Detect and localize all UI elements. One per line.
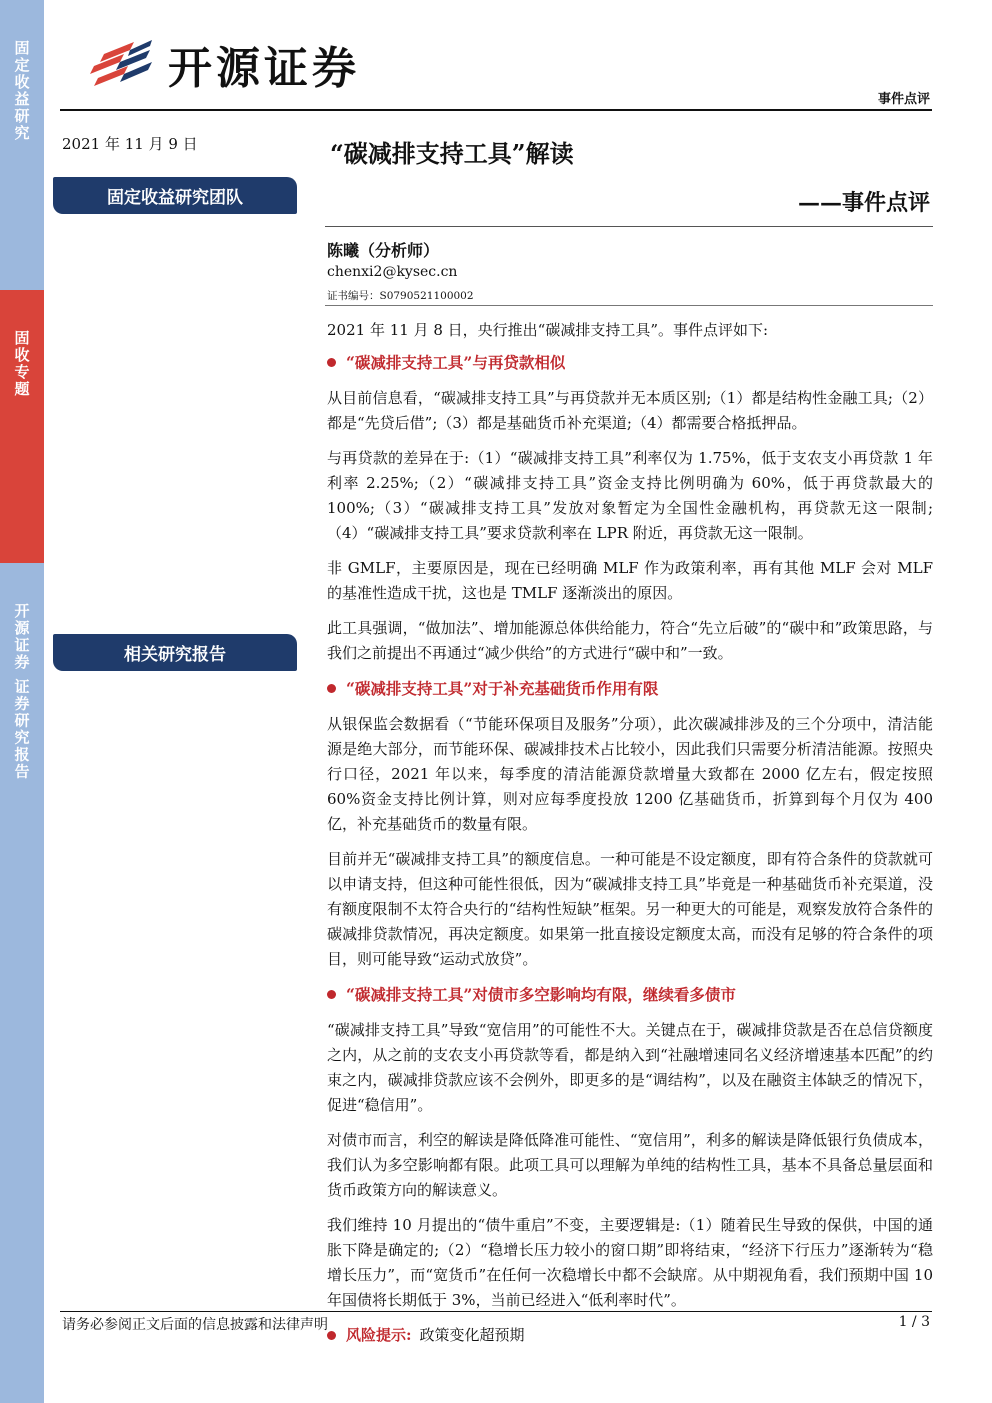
section-heading-text: “碳减排支持工具”与再贷款相似 bbox=[346, 353, 566, 372]
strip-special-topic bbox=[0, 290, 44, 563]
section-heading-text: “碳减排支持工具”对于补充基础货币作用有限 bbox=[346, 679, 659, 698]
paragraph: “碳减排支持工具”导致“宽信用”的可能性不大。关键点在于，碳减排贷款是否在总信贷额度之内，从之前的支农支小再贷款等看，都是纳入到“社融增速同名义经济增速基本匹配”的约束之内，碳减排贷款应该不会例外，即更多的是“调结构”，以及在融资主体缺乏的情况下，促进“稳信用”。 bbox=[327, 1021, 933, 1114]
paragraph: 从银保监会数据看（“节能环保项目及服务”分项），此次碳减排涉及的三个分项中，清洁能源是绝大部分，而节能环保、碳减排技术占比较小，因此我们只需要分析清洁能源。按照央行口径，2021 年以来，每季度的清洁能源贷款增量大致都在 2000 亿左右，假定按照 60%资金支持比例计算，则对应每季度投放 1200 亿基础货币，折算到每个月仅为 400 亿，补充基础货币的数量有限。 bbox=[327, 715, 933, 833]
strip-label-2: 固收专题 bbox=[12, 330, 31, 398]
cert-rule bbox=[325, 305, 933, 306]
related-reports-label: 相关研究报告 bbox=[53, 634, 297, 671]
report-title: “碳减排支持工具”解读 bbox=[330, 139, 574, 168]
paragraph: 此工具强调，“做加法”、增加能源总体供给能力，符合“先立后破”的“碳中和”政策思路，与我们之前提出不再通过“减少供给”的方式进行“碳中和”一致。 bbox=[327, 619, 933, 662]
paragraph: 从目前信息看，“碳减排支持工具”与再贷款并无本质区别;（1）都是结构性金融工具;（2）都是“先贷后借”;（3）都是基础货币补充渠道;（4）都需要合格抵押品。 bbox=[327, 389, 933, 432]
paragraph: 与再贷款的差异在于:（1）“碳减排支持工具”利率仅为 1.75%，低于支农支小再贷款 1 年利率 2.25%;（2）“碳减排支持工具”资金支持比例明确为 60%，低于再贷款最大的 100%;（3）“碳减排支持工具”发放对象暂定为全国性金融机构，再贷款无这一限制;（4）“碳减排支持工具”要求贷款利率在 LPR 附近，再贷款无这一限制。 bbox=[327, 449, 933, 542]
page-number: 1 / 3 bbox=[898, 1314, 930, 1330]
paragraph: 我们维持 10 月提出的“债牛重启”不变，主要逻辑是:（1）随着民生导致的保供，中国的通胀下降是确定的;（2）“稳增长压力较小的窗口期”即将结束，“经济下行压力”逐渐转为“稳增长压力”，而“宽货币”在任何一次稳增长中都不会缺席。从中期视角看，我们预期中国 10 年国债将长期低于 3%，当前已经进入“低利率时代”。 bbox=[327, 1216, 933, 1309]
header-tag: 事件点评 bbox=[877, 92, 930, 107]
bullet-dot-icon bbox=[327, 990, 336, 999]
intro-paragraph: 2021 年 11 月 8 日，央行推出“碳减排支持工具”。事件点评如下: bbox=[327, 321, 769, 339]
bullet-dot-icon bbox=[327, 358, 336, 367]
paragraph: 非 GMLF，主要原因是，现在已经明确 MLF 作为政策利率，再有其他 MLF 会对 MLF 的基准性造成干扰，这也是 TMLF 逐渐淡出的原因。 bbox=[327, 559, 933, 602]
footer-disclaimer: 请务必参阅正文后面的信息披露和法律声明 bbox=[62, 1317, 328, 1333]
author-email[interactable]: chenxi2@kysec.cn bbox=[327, 264, 458, 280]
section-heading-1 bbox=[327, 350, 933, 375]
footer-rule bbox=[60, 1311, 932, 1312]
strip-label-1: 固定收益研究 bbox=[12, 40, 31, 142]
header-rule bbox=[60, 109, 932, 111]
strip-label-3: 开源证券 证券研究报告 bbox=[12, 603, 31, 781]
bullet-dot-icon bbox=[327, 684, 336, 693]
report-body bbox=[327, 318, 933, 1348]
title-rule bbox=[325, 226, 933, 227]
paragraph: 对债市而言，利空的解读是降低降准可能性、“宽信用”，利多的解读是降低银行负债成本，我们认为多空影响都有限。此项工具可以理解为单纯的结构性工具，基本不具备总量层面和货币政策方向的解读意义。 bbox=[327, 1131, 933, 1199]
report-subtitle: ——事件点评 bbox=[797, 190, 930, 216]
section-heading-3 bbox=[327, 982, 933, 1007]
team-label: 固定收益研究团队 bbox=[53, 177, 297, 214]
author-cert: 证书编号：S0790521100002 bbox=[327, 290, 474, 302]
author-name: 陈曦（分析师） bbox=[327, 241, 440, 260]
brand-logo-icon bbox=[90, 32, 152, 90]
risk-label: 风险提示: bbox=[346, 1326, 412, 1344]
risk-warning bbox=[327, 1323, 933, 1348]
section-heading-2 bbox=[327, 676, 933, 701]
paragraph: 目前并无“碳减排支持工具”的额度信息。一种可能是不设定额度，即有符合条件的贷款就可以申请支持，但这种可能性很低，因为“碳减排支持工具”毕竟是一种基础货币补充渠道，没有额度限制不太符合央行的“结构性短缺”框架。另一种更大的可能是，观察发放符合条件的碳减排贷款情况，再决定额度。如果第一批直接设定额度太高，而没有足够的符合条件的项目，则可能导致“运动式放贷”。 bbox=[327, 850, 933, 968]
section-heading-text: “碳减排支持工具”对债市多空影响均有限，继续看多债市 bbox=[346, 985, 736, 1004]
bullet-dot-icon bbox=[327, 1331, 336, 1340]
strip-brand bbox=[0, 563, 44, 1403]
side-strip bbox=[0, 0, 44, 1403]
report-date: 2021 年 11 月 9 日 bbox=[62, 135, 198, 153]
brand-name: 开源证券 bbox=[168, 43, 360, 94]
risk-text: 政策变化超预期 bbox=[419, 1326, 525, 1344]
strip-fixed-income bbox=[0, 0, 44, 290]
